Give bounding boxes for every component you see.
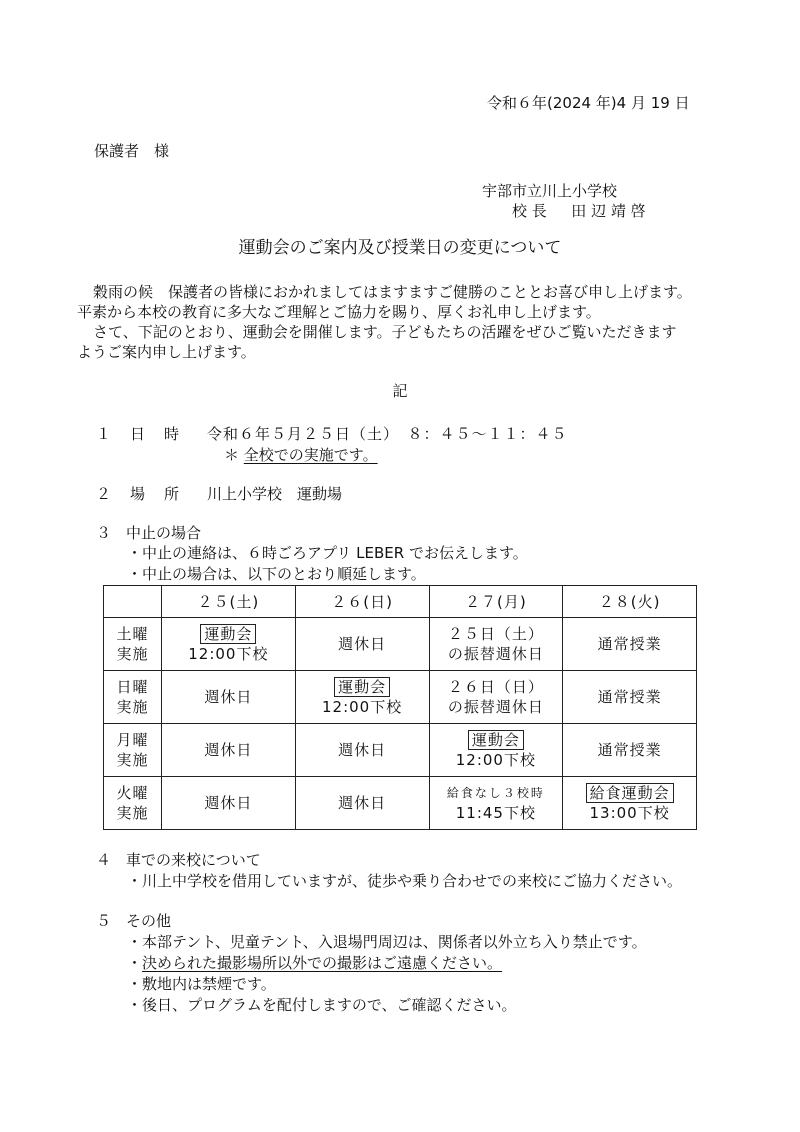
table-cell: 運動会 12:00下校	[295, 671, 429, 724]
item2-label: ２ 場 所	[96, 485, 182, 503]
item1-note-text: 全校での実施です。	[243, 446, 378, 464]
document-date: 令和６年(2024 年)4 月 19 日	[487, 94, 690, 112]
table-corner-cell	[104, 586, 162, 618]
item5-bullet-2-mark: ・	[127, 954, 143, 972]
item5-bullet-3: ・敷地内は禁煙です。	[127, 975, 276, 993]
event-box: 運動会	[334, 677, 390, 697]
table-header-cell: ２６(日)	[295, 586, 429, 618]
item5-bullet-4: ・後日、プログラムを配付しますので、ご確認ください。	[127, 996, 517, 1014]
row-label: 月曜 実施	[104, 724, 162, 777]
event-box: 運動会	[200, 624, 256, 644]
table-cell: 運動会 12:00下校	[429, 724, 563, 777]
table-header-cell: ２８(火)	[563, 586, 697, 618]
postponement-table	[103, 585, 697, 830]
table-cell: 通常授業	[563, 724, 697, 777]
sender-school: 宇部市立川上小学校	[482, 182, 618, 200]
table-header-row	[104, 586, 697, 618]
table-cell: 週休日	[162, 671, 296, 724]
table-cell: ２５日（土） の振替週休日	[429, 618, 563, 671]
item2-value: 川上小学校 運動場	[207, 485, 343, 503]
table-cell: 給食なし３校時 11:45下校	[429, 777, 563, 830]
table-header-cell: ２５(土)	[162, 586, 296, 618]
table-cell: 給食運動会 13:00下校	[563, 777, 697, 830]
table-row	[104, 671, 697, 724]
table-header-cell: ２７(月)	[429, 586, 563, 618]
ki-heading: 記	[392, 382, 408, 400]
sender-principal: 校 長 田 辺 靖 啓	[512, 202, 646, 220]
recipient: 保護者 様	[94, 142, 170, 160]
item4-bullet-1: ・川上中学校を借用していますが、徒歩や乗り合わせでの来校にご協力ください。	[127, 872, 683, 890]
item3-label: ３ 中止の場合	[96, 524, 202, 542]
body-line-4: ようご案内申し上げます。	[77, 343, 256, 361]
table-cell: 運動会 12:00下校	[162, 618, 296, 671]
item1-note-mark: ＊	[224, 446, 240, 464]
item5-bullet-2-text: 決められた撮影場所以外での撮影はご遠慮ください。	[142, 954, 503, 972]
table-row	[104, 618, 697, 671]
row-label: 火曜 実施	[104, 777, 162, 830]
body-line-2: 平素から本校の教育に多大なご理解とご協力を賜り、厚くお礼申し上げます。	[77, 303, 601, 321]
item5-bullet-2	[127, 953, 502, 973]
row-label: 土曜 実施	[104, 618, 162, 671]
item4-label: ４ 車での来校について	[96, 851, 261, 869]
item3-bullet-2: ・中止の場合は、以下のとおり順延します。	[127, 565, 426, 583]
row-label: 日曜 実施	[104, 671, 162, 724]
table-cell: 週休日	[295, 724, 429, 777]
item5-label: ５ その他	[96, 912, 172, 930]
table-cell: 通常授業	[563, 618, 697, 671]
document-title: 運動会のご案内及び授業日の変更について	[238, 238, 562, 258]
table-cell: 週休日	[295, 618, 429, 671]
table-cell: 週休日	[162, 724, 296, 777]
item1-note	[224, 445, 378, 465]
event-box: 運動会	[468, 730, 524, 750]
table-row	[104, 777, 697, 830]
item1-value: 令和６年５月２５日（土） ８：４５～１１：４５	[207, 425, 568, 443]
table-cell: ２６日（日） の振替週休日	[429, 671, 563, 724]
item1-label: １ 日 時	[96, 425, 182, 443]
event-box: 給食運動会	[586, 783, 674, 803]
table-cell: 通常授業	[563, 671, 697, 724]
body-line-1: 穀雨の候 保護者の皆様におかれましてはますますご健勝のこととお喜び申し上げます。	[93, 283, 692, 301]
item5-bullet-1: ・本部テント、児童テント、入退場門周辺は、関係者以外立ち入り禁止です。	[127, 933, 647, 951]
item3-bullet-1: ・中止の連絡は、６時ごろアプリ LEBER でお伝えします。	[127, 544, 528, 562]
table-cell: 週休日	[162, 777, 296, 830]
table-cell: 週休日	[295, 777, 429, 830]
body-line-3: さて、下記のとおり、運動会を開催します。子どもたちの活躍をぜひご覧いただきます	[93, 323, 677, 341]
table-row	[104, 724, 697, 777]
